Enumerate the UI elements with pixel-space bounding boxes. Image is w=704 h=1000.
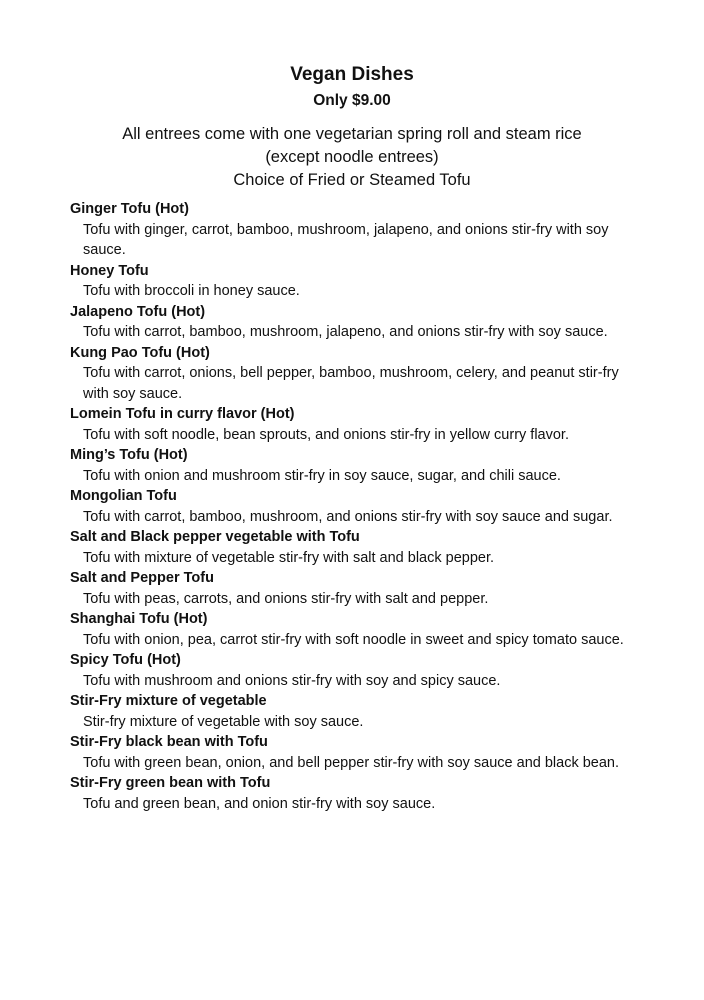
dish-name: Honey Tofu <box>70 262 149 279</box>
intro-text <box>0 123 704 192</box>
dish-description: Tofu with onion, pea, carrot stir-fry with soft noodle in sweet and spicy tomato sauce. <box>83 631 624 648</box>
dish-name: Mongolian Tofu <box>70 488 177 504</box>
dish-item <box>70 445 640 486</box>
dish-name: Stir-Fry green bean with Tofu <box>70 775 271 791</box>
dish-name: Ginger Tofu (Hot) <box>70 201 189 217</box>
dish-item <box>70 404 640 445</box>
dish-description: Tofu with green bean, onion, and bell pepper stir-fry with soy sauce and black bean. <box>83 754 620 771</box>
dish-name: Salt and Pepper Tofu <box>70 570 214 586</box>
intro-line: (except noodle entrees) <box>265 148 439 166</box>
dish-name: Spicy Tofu (Hot) <box>70 652 181 668</box>
dish-name: Shanghai Tofu (Hot) <box>70 611 208 627</box>
dish-description: Tofu with mushroom and onions stir-fry with soy and spicy sauce. <box>83 672 501 689</box>
dish-name: Jalapeno Tofu (Hot) <box>70 303 206 320</box>
dish-description: Tofu with carrot, bamboo, mushroom, and onions stir-fry with soy sauce and sugar. <box>83 508 613 525</box>
dish-description: Tofu with onion and mushroom stir-fry in soy sauce, sugar, and chili sauce. <box>83 467 561 484</box>
dish-item <box>70 568 640 609</box>
dish-name: Lomein Tofu in curry flavor (Hot) <box>70 406 295 422</box>
dish-name: Stir-Fry mixture of vegetable <box>70 693 267 709</box>
dish-description: Tofu with mixture of vegetable stir-fry with salt and black pepper. <box>83 549 495 566</box>
dish-name: Salt and Black pepper vegetable with Tofu <box>70 529 360 545</box>
price-label: Only $9.00 <box>313 92 391 109</box>
dish-item <box>70 732 640 773</box>
dish-list <box>70 199 640 814</box>
dish-item <box>70 691 640 732</box>
dish-description: Tofu with carrot, onions, bell pepper, bamboo, mushroom, celery, and peanut stir-fry with soy sauce. <box>83 365 619 402</box>
dish-name: Kung Pao Tofu (Hot) <box>70 344 210 361</box>
dish-item <box>70 773 640 814</box>
dish-item <box>70 302 640 343</box>
dish-description: Stir-fry mixture of vegetable with soy sauce. <box>83 713 364 730</box>
dish-description: Tofu with carrot, bamboo, mushroom, jalapeno, and onions stir-fry with soy sauce. <box>83 324 608 340</box>
dish-description: Tofu with soft noodle, bean sprouts, and onions stir-fry in yellow curry flavor. <box>83 426 569 443</box>
dish-item <box>70 486 640 527</box>
dish-item <box>70 343 640 405</box>
dish-description: Tofu with broccoli in honey sauce. <box>83 283 300 299</box>
dish-description: Tofu and green bean, and onion stir-fry with soy sauce. <box>83 795 436 812</box>
page-title: Vegan Dishes <box>290 64 414 85</box>
dish-name: Stir-Fry black bean with Tofu <box>70 734 268 750</box>
dish-item <box>70 609 640 650</box>
dish-name: Ming’s Tofu (Hot) <box>70 447 188 463</box>
intro-line: Choice of Fried or Steamed Tofu <box>233 171 471 189</box>
intro-line: All entrees come with one vegetarian spring roll and steam rice <box>122 125 582 143</box>
dish-item <box>70 527 640 568</box>
dish-item <box>70 261 640 302</box>
dish-item <box>70 199 640 261</box>
dish-description: Tofu with ginger, carrot, bamboo, mushroom, jalapeno, and onions stir-fry with soy sauce. <box>83 221 609 258</box>
dish-item <box>70 650 640 691</box>
dish-description: Tofu with peas, carrots, and onions stir-fry with salt and pepper. <box>83 590 489 607</box>
menu-header <box>0 64 704 192</box>
